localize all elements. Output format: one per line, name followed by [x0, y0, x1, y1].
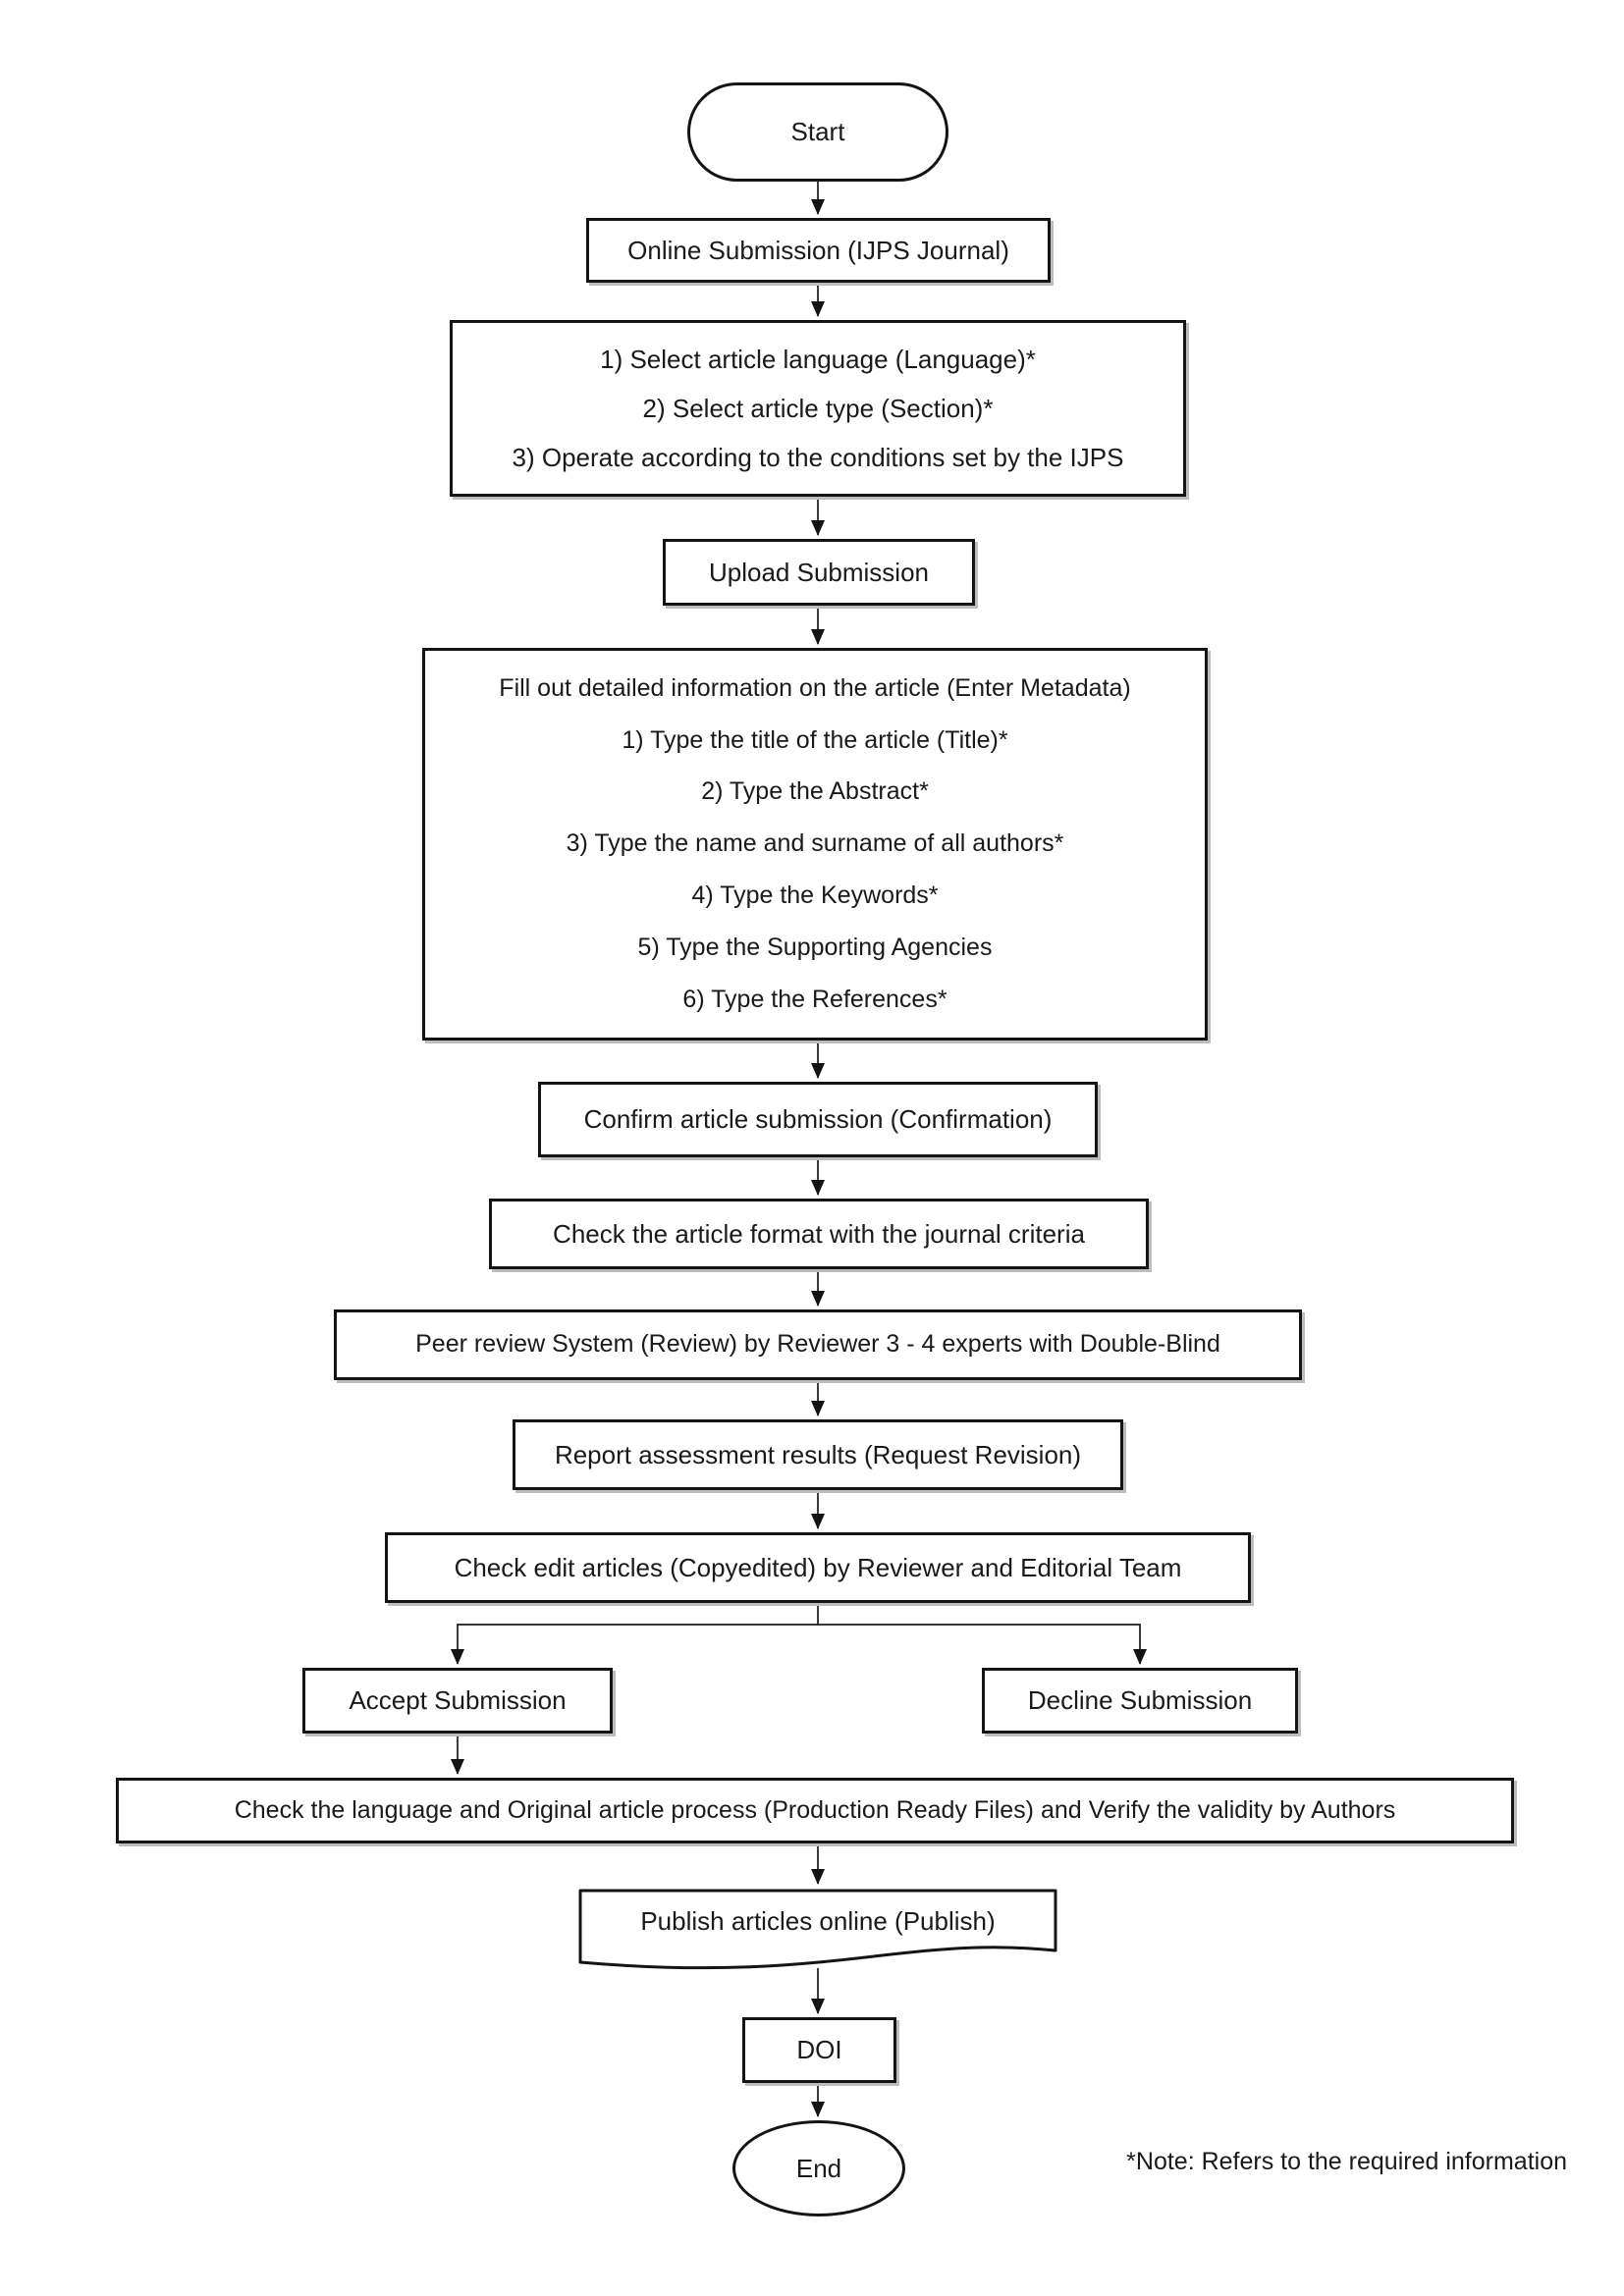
format-check-label: Check the article format with the journal criteria	[553, 1218, 1085, 1249]
copyedit-box	[385, 1532, 1251, 1603]
report-results-label: Report assessment results (Request Revision)	[554, 1439, 1082, 1469]
decline-submission-label: Decline Submission	[1027, 1685, 1253, 1716]
metadata-line-1: 1) Type the title of the article (Title)*	[622, 725, 1008, 754]
metadata-line-3: 3) Type the name and surname of all authors*	[566, 829, 1064, 858]
publish-document	[577, 1888, 1058, 1986]
format-check-box	[489, 1199, 1149, 1269]
branch-to-decline	[818, 1625, 1140, 1664]
metadata-heading: Fill out detailed information on the article (Enter Metadata)	[499, 673, 1131, 702]
start-terminator	[687, 82, 948, 182]
metadata-line-6: 6) Type the References*	[682, 985, 947, 1013]
production-check-box	[116, 1778, 1514, 1843]
copyedit-label: Check edit articles (Copyedited) by Reviewer and Editorial Team	[454, 1552, 1182, 1582]
production-check-label: Check the language and Original article process (Production Ready Files) and Verify the validity by Authors	[234, 1795, 1396, 1824]
selection-steps-box	[450, 320, 1186, 497]
accept-submission-box	[302, 1668, 613, 1734]
peer-review-box	[334, 1309, 1302, 1380]
selection-step-1: 1) Select article language (Language)*	[600, 344, 1036, 374]
doi-label: DOI	[796, 2035, 842, 2065]
end-terminator	[732, 2120, 905, 2216]
branch-to-accept	[458, 1603, 818, 1664]
metadata-line-4: 4) Type the Keywords*	[691, 881, 939, 910]
online-submission-box	[586, 218, 1051, 283]
doi-box	[742, 2017, 896, 2083]
selection-step-2: 2) Select article type (Section)*	[642, 393, 994, 423]
selection-step-3: 3) Operate according to the conditions set by the IJPS	[512, 442, 1124, 472]
confirmation-box	[538, 1082, 1098, 1157]
confirmation-label: Confirm article submission (Confirmation)	[583, 1104, 1053, 1135]
upload-submission-label: Upload Submission	[708, 557, 929, 587]
metadata-line-2: 2) Type the Abstract*	[701, 777, 929, 806]
upload-submission-box	[663, 539, 975, 606]
accept-submission-label: Accept Submission	[349, 1685, 567, 1716]
metadata-box	[422, 648, 1208, 1041]
required-note: *Note: Refers to the required information	[1126, 2148, 1567, 2175]
publish-label: Publish articles online (Publish)	[640, 1905, 996, 1936]
start-label: Start	[790, 117, 845, 147]
report-results-box	[513, 1419, 1123, 1490]
online-submission-label: Online Submission (IJPS Journal)	[627, 235, 1009, 265]
decline-submission-box	[982, 1668, 1298, 1734]
peer-review-label: Peer review System (Review) by Reviewer 3 - 4 experts with Double-Blind	[415, 1330, 1220, 1359]
metadata-line-5: 5) Type the Supporting Agencies	[637, 934, 993, 962]
end-label: End	[795, 2153, 842, 2183]
